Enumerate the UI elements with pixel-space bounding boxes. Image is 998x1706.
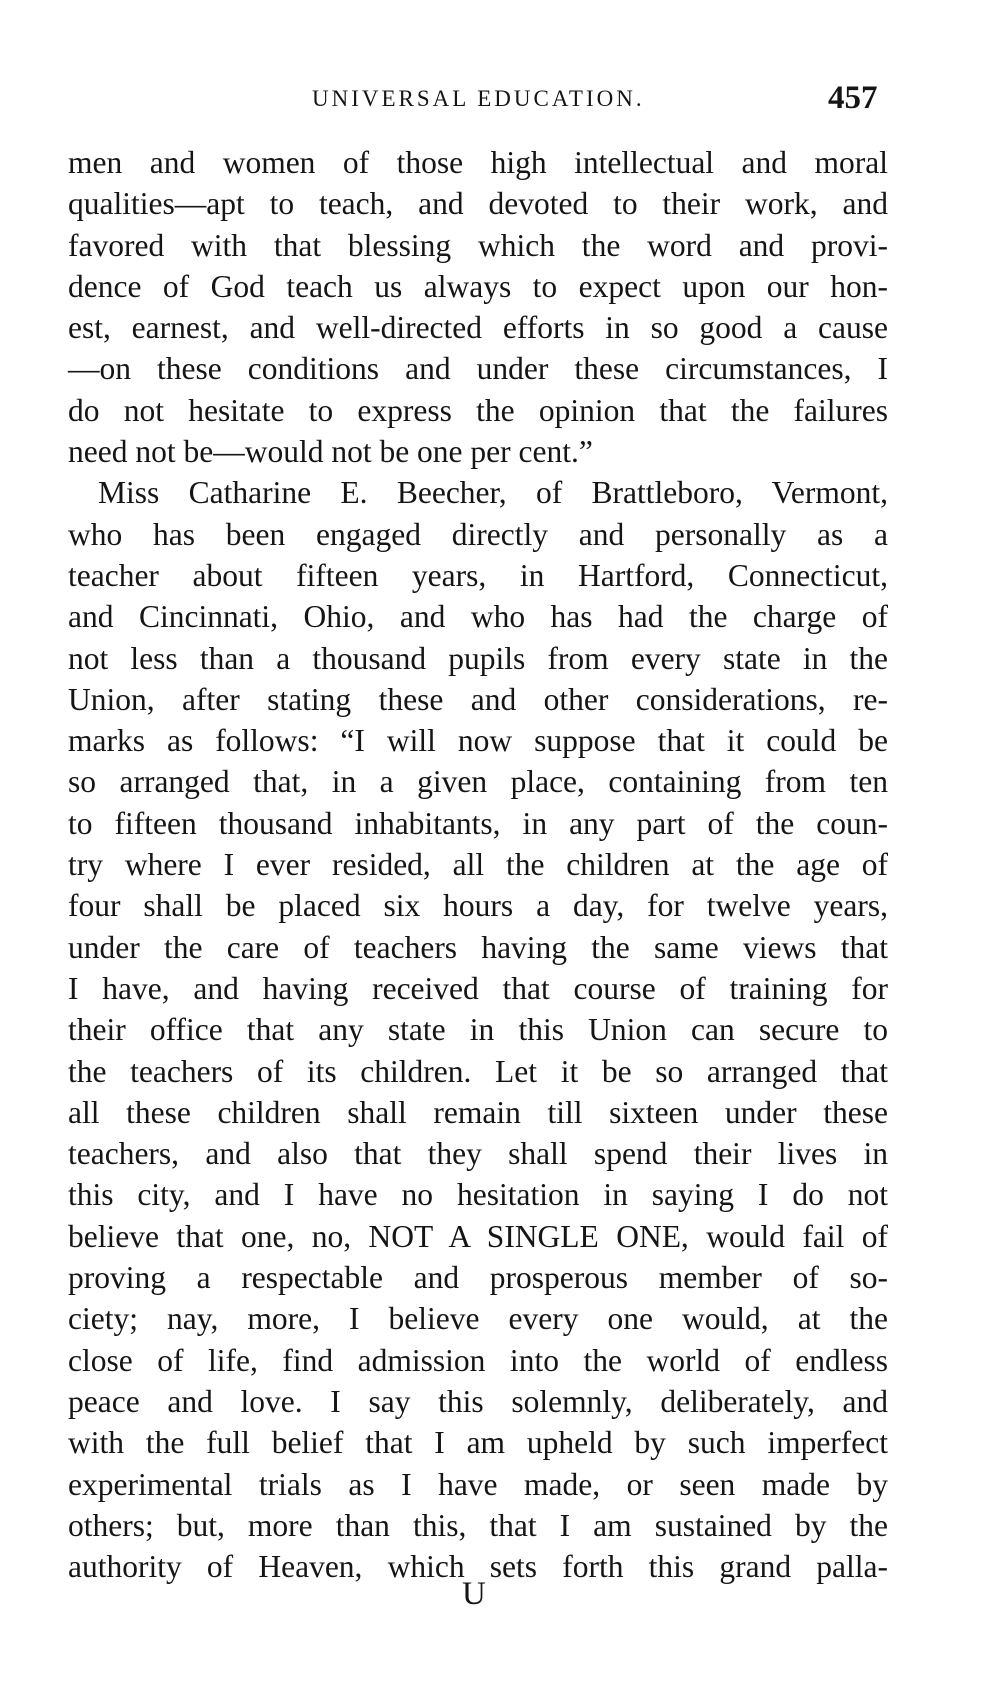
text-line: their office that any state in this Union can secure to — [68, 1012, 888, 1048]
text-line: others; but, more than this, that I am sustained by the — [68, 1507, 888, 1543]
text-line: marks as follows: “I will now suppose that it could be — [68, 723, 888, 759]
text-line: authority of Heaven, which sets forth this grand palla- — [68, 1549, 888, 1585]
text-line: —on these conditions and under these circumstances, I — [68, 351, 888, 387]
signature-mark: U — [462, 1576, 486, 1612]
body-text — [68, 142, 888, 1587]
text-line: four shall be placed six hours a day, for twelve years, — [68, 888, 888, 924]
text-line: men and women of those high intellectual and moral — [68, 145, 888, 180]
text-line: under the care of teachers having the same views that — [68, 929, 888, 965]
text-line: qualities—apt to teach, and devoted to their work, and — [68, 186, 888, 222]
text-line: proving a respectable and prosperous member of so- — [68, 1260, 888, 1296]
text-line: to fifteen thousand inhabitants, in any part of the coun- — [68, 805, 888, 841]
text-line: believe that one, no, NOT A SINGLE ONE, would fail of — [68, 1218, 888, 1254]
text-line: try where I ever resided, all the children at the age of — [68, 847, 888, 883]
text-line: dence of God teach us always to expect upon our hon- — [68, 268, 888, 304]
text-line: teachers, and also that they shall spend their lives in — [68, 1136, 888, 1172]
text-line: who has been engaged directly and personally as a — [68, 516, 888, 552]
text-line: the teachers of its children. Let it be so arranged that — [68, 1053, 888, 1089]
text-line: experimental trials as I have made, or seen made by — [68, 1466, 888, 1502]
running-head: UNIVERSAL EDUCATION. — [312, 86, 645, 111]
text-line: Union, after stating these and other considerations, re- — [68, 681, 888, 717]
text-line: not less than a thousand pupils from every state in the — [68, 640, 888, 676]
text-line: need not be—would not be one per cent.” — [68, 434, 593, 470]
text-line: est, earnest, and well-directed efforts in so good a cause — [68, 310, 888, 346]
text-line: ciety; nay, more, I believe every one would, at the — [68, 1301, 888, 1337]
text-line: with the full belief that I am upheld by such imperfect — [68, 1425, 888, 1461]
text-line: Miss Catharine E. Beecher, of Brattleboro, Vermont, — [98, 475, 888, 511]
text-line: this city, and I have no hesitation in saying I do not — [68, 1177, 888, 1213]
text-line: close of life, find admission into the world of endless — [68, 1342, 888, 1378]
text-line: peace and love. I say this solemnly, deliberately, and — [68, 1383, 888, 1419]
page-number: 457 — [828, 80, 878, 116]
text-line: I have, and having received that course of training for — [68, 970, 888, 1006]
text-line: and Cincinnati, Ohio, and who has had the charge of — [68, 599, 888, 635]
text-line: all these children shall remain till sixteen under these — [68, 1094, 888, 1130]
text-line: do not hesitate to express the opinion that the failures — [68, 392, 888, 428]
text-line: so arranged that, in a given place, containing from ten — [68, 764, 888, 800]
text-line: teacher about fifteen years, in Hartford, Connecticut, — [68, 557, 888, 593]
text-line: favored with that blessing which the word and provi- — [68, 227, 888, 263]
